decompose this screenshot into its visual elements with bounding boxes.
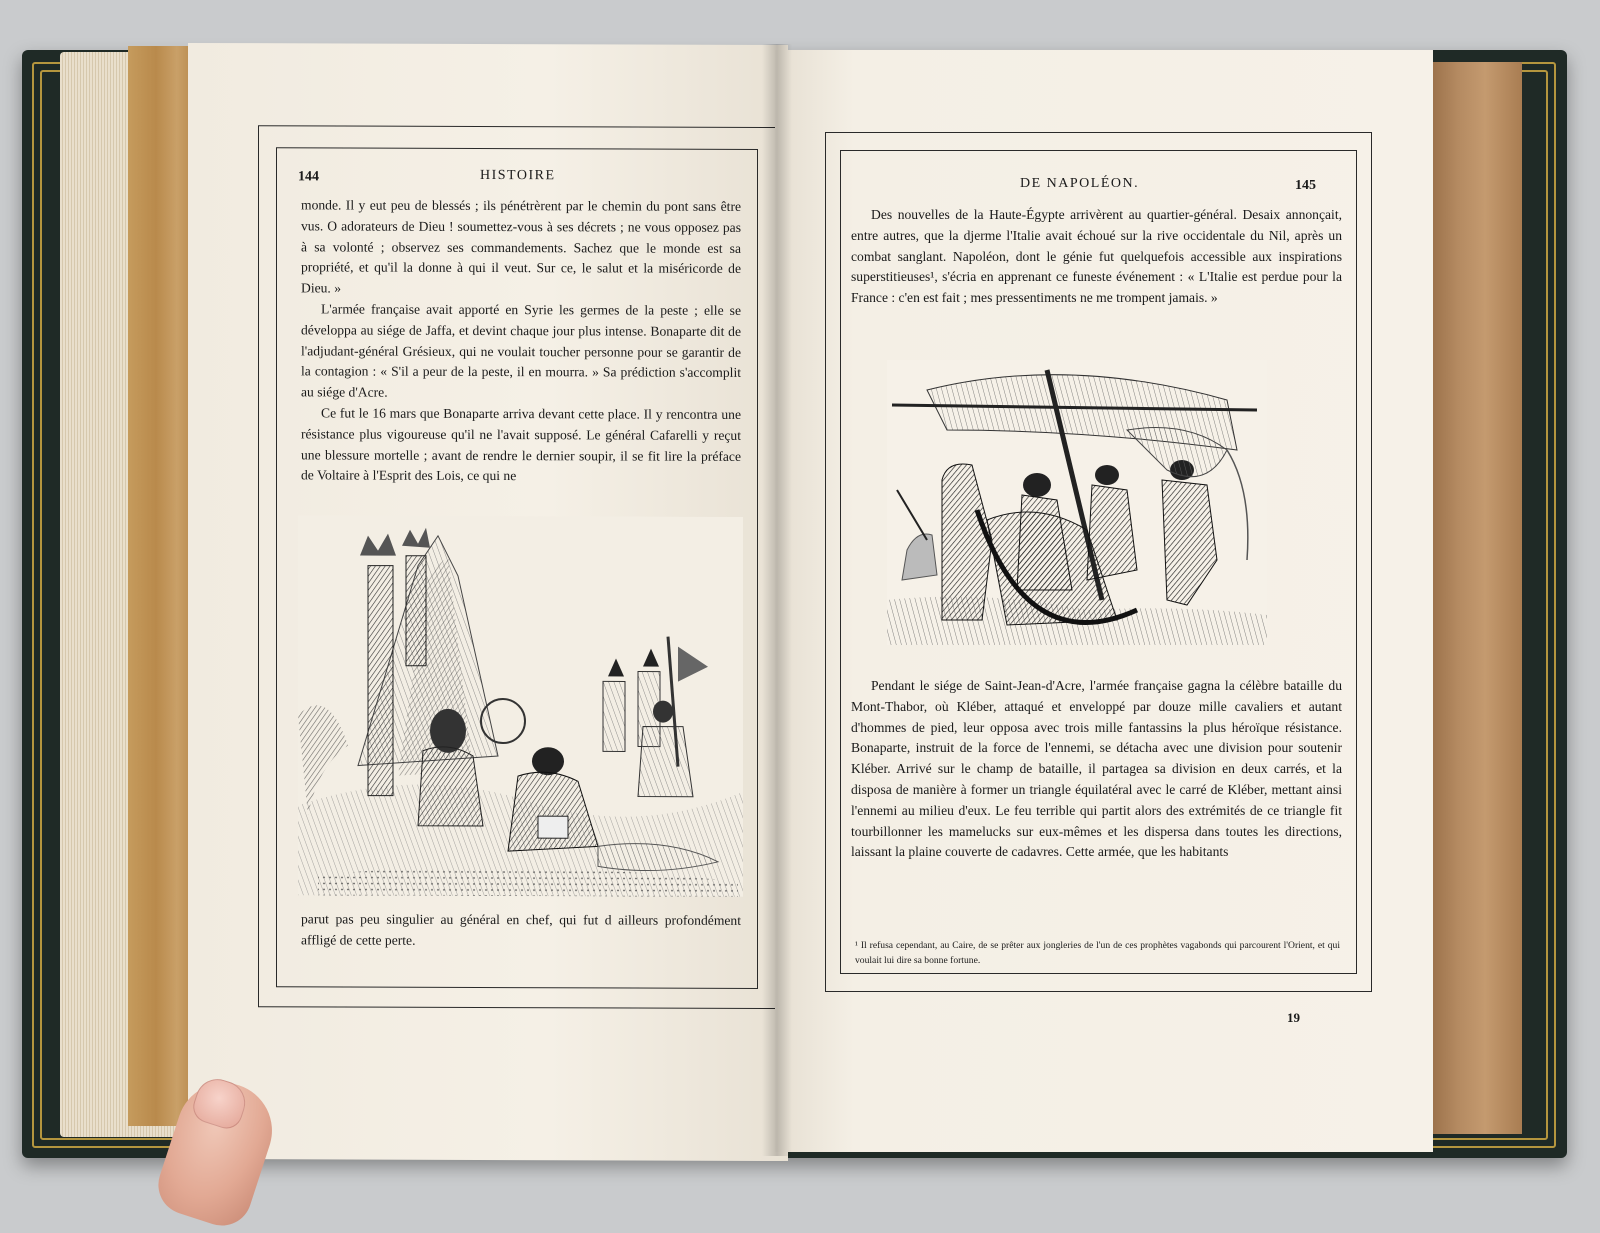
page-number-left: 144 <box>298 169 319 185</box>
right-paragraph-2: Pendant le siége de Saint-Jean-d'Acre, l'armée française gagna la célèbre bataille du Mont-Thabor, où Kléber, attaqué et enveloppé par douze mille cavaliers et autant d'hommes de pied, leur opposa avec trois mille fantassins la plus héroïque résistance. Bonaparte, instruit de la force de l'ennemi, se détacha avec une division pour soutenir Kléber. Arrivé sur le champ de bataille, il partagea sa division en deux carrés, et la disposa de manière à former un triangle équilatéral avec le carré de Kléber, mettant ainsi l'ennemi au milieu d'eux. Le feu terrible qui partit alors des extrémités de ce triangle fit tourbillonner les mamelucks sur eux-mêmes et les dispersa dans toutes les directions, laissant la plaine couverte de cadavres. Cette armée, que les habitants <box>851 678 1342 860</box>
left-paragraph-1: monde. Il y eut peu de blessés ; ils pénétrèrent par le chemin du pont sans être vus. O adorateurs de Dieu ! soumettez-vous à ses décrets ; ne vous opposez pas à sa volonté ; observez ses commandements. Sachez que le monde est sa propriété, et qu'il la donne à qui il veut. Sur ce, le salut et la miséricorde de Dieu. » <box>301 197 741 296</box>
engraving-camp-scene <box>298 515 743 897</box>
right-body-text-bottom <box>851 676 1342 863</box>
book-gutter <box>762 44 792 1156</box>
right-page <box>775 50 1433 1152</box>
running-head-right: DE NAPOLÉON. <box>1020 176 1140 191</box>
right-paragraph-1: Des nouvelles de la Haute-Égypte arrivèrent au quartier-général. Desaix annonçait, entre autres, que la djerme l'Italie avait échoué sur la rive occidentale du Nil, après un combat sanglant. Napoléon, dont le génie fut quelquefois accessible aux inspirations superstitieuses¹, s'écria en apprenant ce funeste événement : « L'Italie est perdue pour la France : c'en est fait ; mes pressentiments ne me trompent jamais. » <box>851 207 1342 306</box>
signature-mark: 19 <box>1287 1010 1300 1025</box>
page-number-right: 145 <box>1295 178 1316 193</box>
engraving-boat-svg <box>887 360 1267 645</box>
page-edge-right <box>1430 62 1522 1134</box>
left-paragraph-2: L'armée française avait apporté en Syrie les germes de la peste ; elle se développa au siége de Jaffa, et devint chaque jour plus intense. Bonaparte dit de l'adjudant-général Grésieux, qui ne voulait toucher personne pour se garantir de la contagion : « S'il a peur de la peste, il en mourra. » Sa prédiction s'accomplit au siége d'Acre. <box>301 301 741 400</box>
left-body-text <box>301 195 741 488</box>
left-body-text-bottom <box>301 909 741 952</box>
footnote: ¹ Il refusa cependant, au Caire, de se prêter aux jongleries de l'un de ces prophètes vagabonds qui parcourent l'Orient, et qui voulait lui dire sa bonne fortune. <box>855 940 1340 966</box>
left-page <box>188 43 788 1161</box>
engraving-boat-scene <box>887 360 1267 645</box>
right-body-text <box>851 205 1342 309</box>
running-head-left: HISTOIRE <box>480 167 556 184</box>
engraving-camp-svg <box>298 515 743 897</box>
left-paragraph-3: Ce fut le 16 mars que Bonaparte arriva devant cette place. Il y rencontra une résistance plus vigoureuse qu'il ne l'avait supposé. Le général Cafarelli y reçut une blessure mortelle ; avant de rendre le dernier soupir, il se fit lire la préface de Voltaire à l'Esprit des Lois, ce qui ne <box>301 405 741 484</box>
left-paragraph-4: parut pas peu singulier au général en chef, qui fut d ailleurs profondément affligé de cette perte. <box>301 911 741 948</box>
